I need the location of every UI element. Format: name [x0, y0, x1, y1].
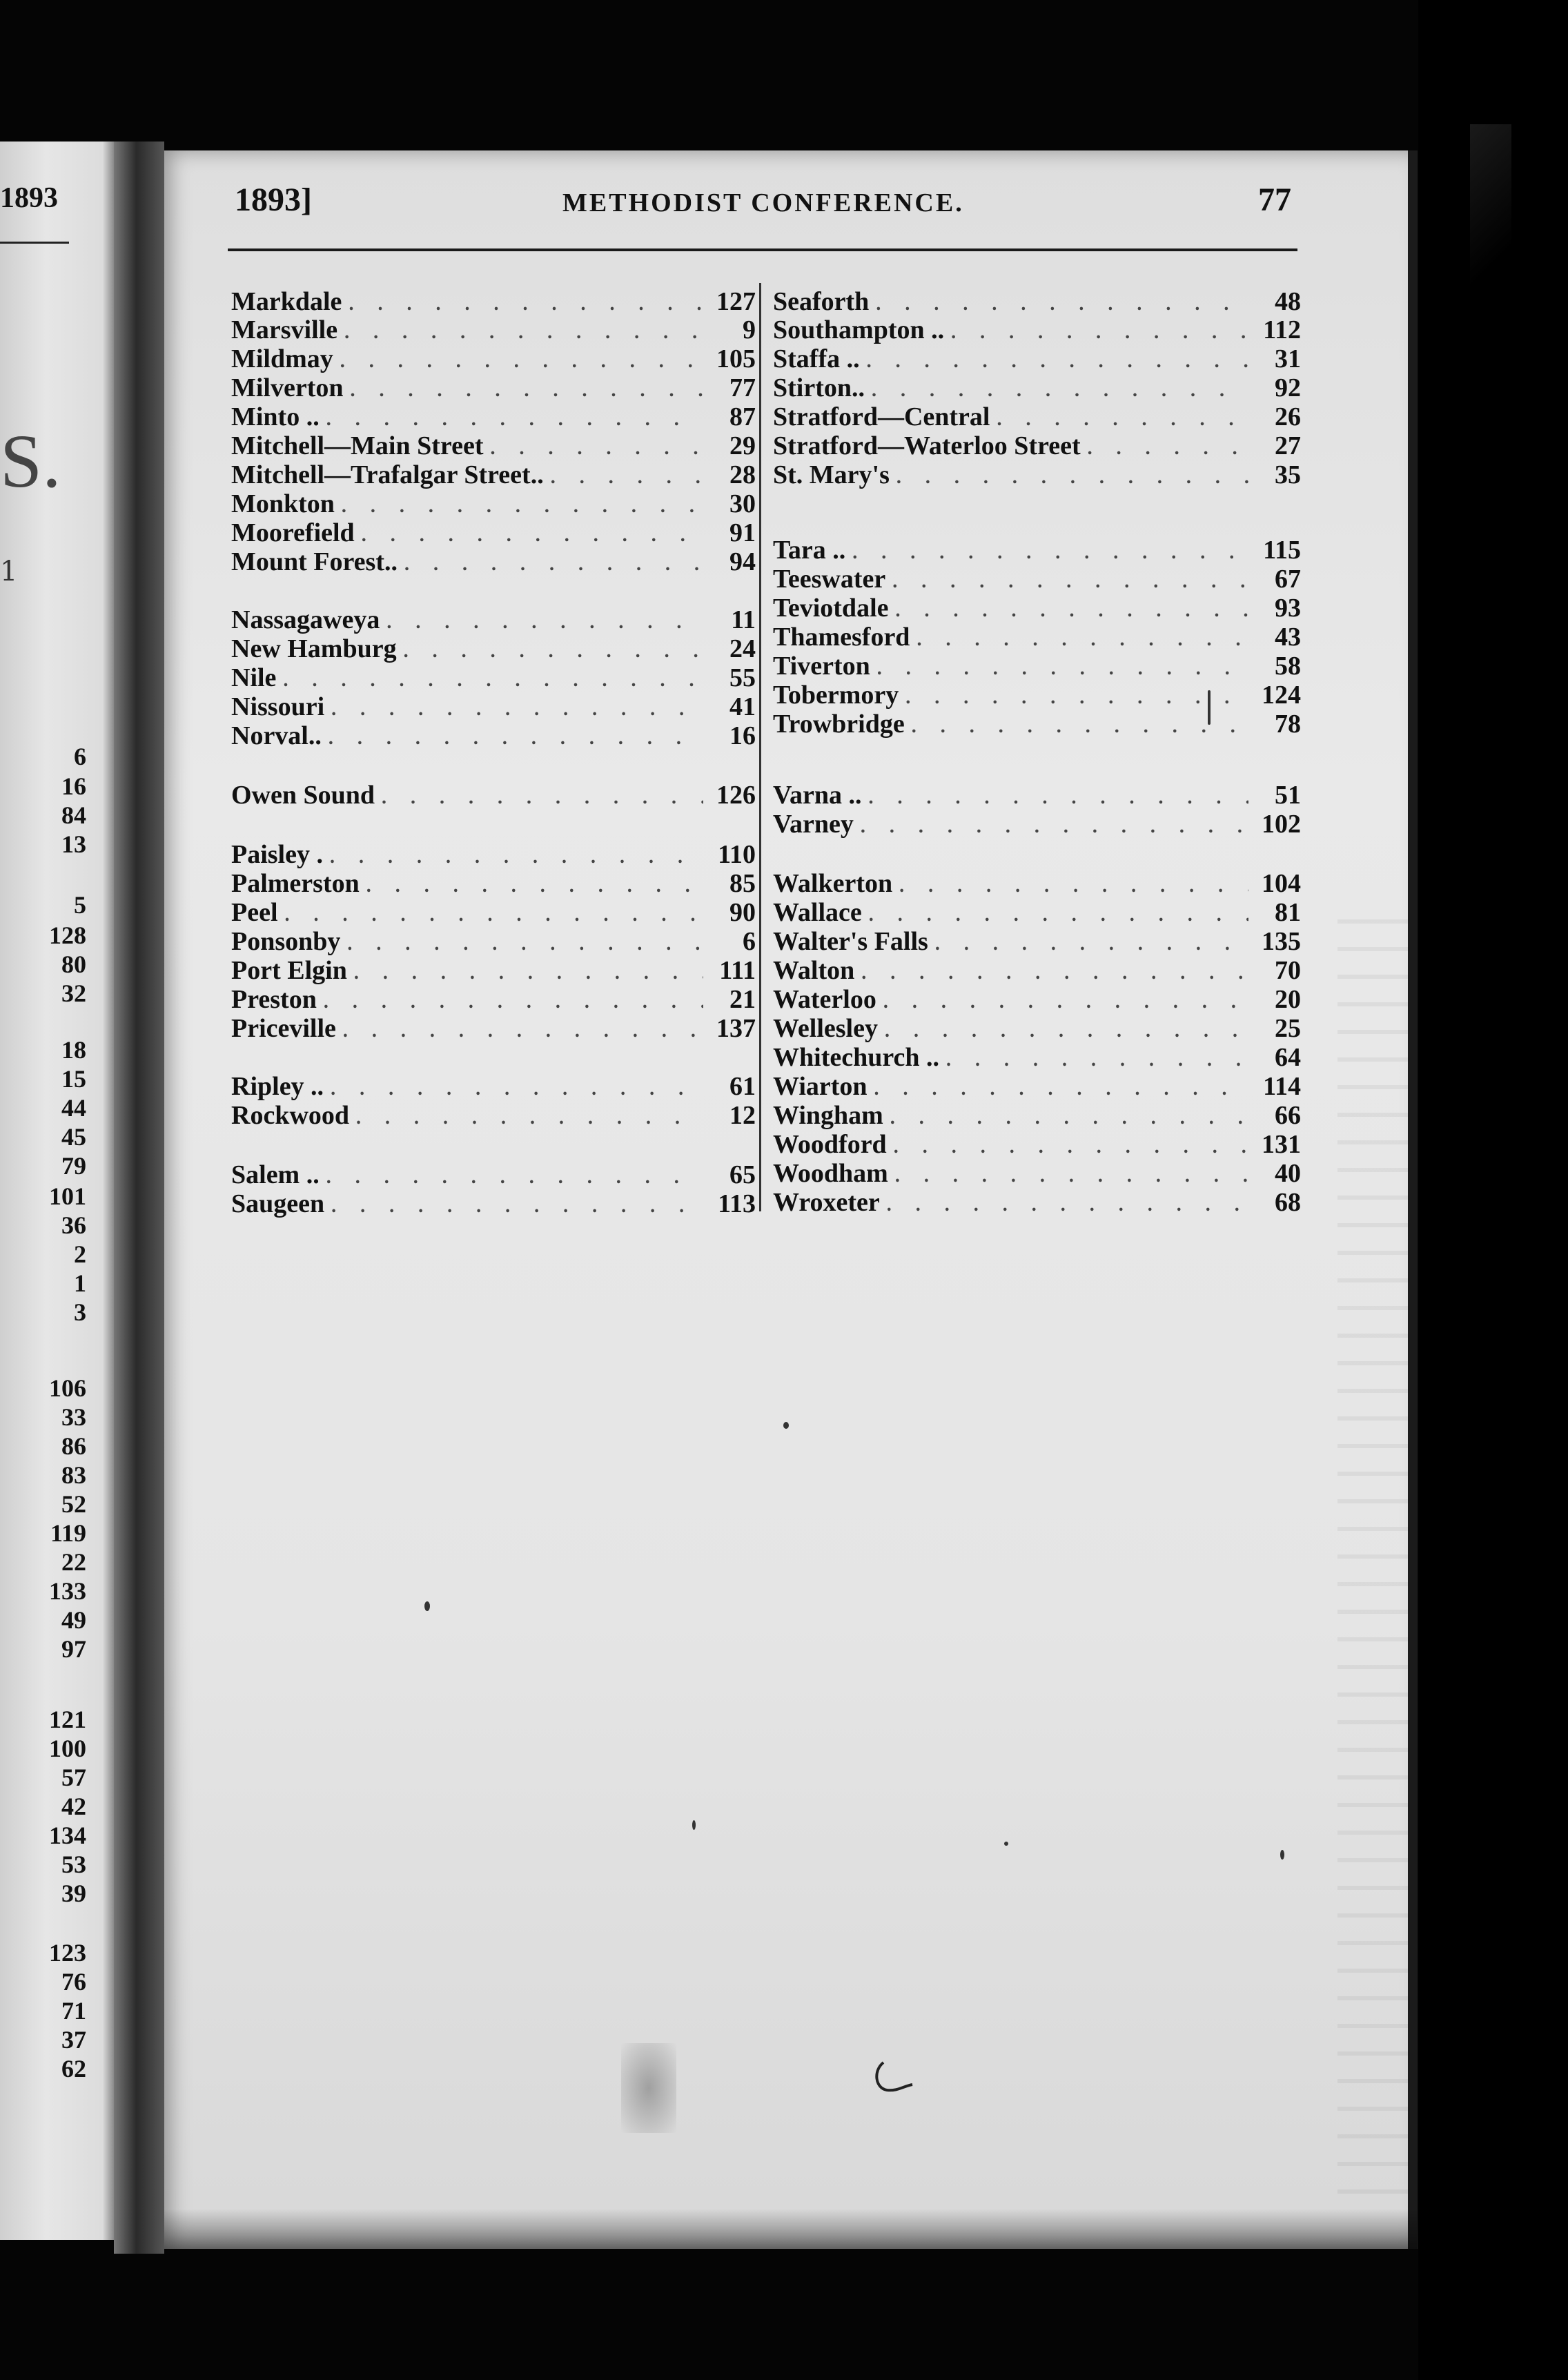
circuit-number: 21 — [729, 985, 756, 1014]
circuit-entry — [773, 460, 1301, 489]
facing-page-rule — [0, 242, 69, 244]
facing-page-number: 44 — [61, 1094, 86, 1122]
circuit-name: Walton — [773, 956, 855, 985]
circuit-name: Whitechurch .. — [773, 1043, 940, 1072]
circuit-name: Saugeen — [231, 1189, 325, 1218]
circuit-name: Stratford—Central — [773, 402, 990, 431]
circuit-number: 115 — [1263, 536, 1301, 565]
dot-leader — [354, 962, 703, 984]
facing-page-number: 62 — [61, 2055, 86, 2082]
facing-page-header: 1893 — [0, 182, 58, 214]
bleed-through-text — [1337, 896, 1565, 2207]
circuit-number: 29 — [729, 431, 756, 460]
circuit-number: 9 — [743, 315, 756, 344]
dot-leader — [872, 380, 1248, 402]
page-edge — [1408, 150, 1418, 2249]
circuit-name: Waterloo — [773, 985, 876, 1014]
circuit-number: 35 — [1275, 460, 1301, 489]
circuit-number: 102 — [1262, 810, 1301, 839]
circuit-name: Wallace — [773, 898, 862, 927]
dot-leader — [874, 1078, 1248, 1100]
circuit-entry — [773, 1013, 1301, 1042]
circuit-number: 58 — [1275, 652, 1301, 681]
circuit-number: 61 — [729, 1072, 756, 1101]
facing-page-number: 45 — [61, 1123, 86, 1151]
dot-leader — [883, 991, 1248, 1013]
facing-page-number: 71 — [61, 1997, 86, 2025]
circuit-entry — [773, 1187, 1301, 1216]
circuit-entry — [773, 315, 1301, 344]
running-head-year: 1893] — [235, 182, 312, 218]
facing-page-number: 18 — [61, 1036, 86, 1064]
circuit-entry — [773, 809, 1301, 838]
circuit-entry — [773, 593, 1301, 622]
facing-page-number: 83 — [61, 1461, 86, 1489]
facing-page-number: 121 — [49, 1706, 86, 1733]
circuit-name: Rockwood — [231, 1101, 350, 1130]
circuit-name: Walkerton — [773, 869, 893, 898]
circuit-name: Peel — [231, 898, 278, 927]
circuit-number: 112 — [1263, 315, 1301, 344]
circuit-entry — [773, 1100, 1301, 1129]
facing-page-number: 80 — [61, 950, 86, 978]
circuit-number: 48 — [1275, 287, 1301, 316]
ink-speck — [692, 1820, 696, 1830]
facing-page-number: 52 — [61, 1490, 86, 1518]
circuit-entry — [231, 868, 756, 897]
circuit-number: 30 — [729, 489, 756, 518]
film-glare — [1470, 124, 1511, 318]
facing-page-number: 79 — [61, 1152, 86, 1180]
facing-page-number: 37 — [61, 2026, 86, 2054]
circuit-name: Wellesley — [773, 1014, 878, 1043]
dot-leader — [382, 787, 703, 809]
circuit-entry — [231, 897, 756, 926]
circuit-entry — [231, 460, 756, 489]
stray-pen-mark — [870, 2057, 918, 2105]
circuit-name: Marsville — [231, 315, 338, 344]
circuit-name: Walter's Falls — [773, 927, 928, 956]
circuit-entry — [773, 1071, 1301, 1100]
circuit-name: Milverton — [231, 373, 344, 402]
circuit-name: Stratford—Waterloo Street — [773, 431, 1081, 460]
facing-page-number: 49 — [61, 1606, 86, 1634]
facing-page-number: 100 — [49, 1735, 86, 1762]
circuit-number: 113 — [718, 1189, 756, 1218]
circuit-name: Minto .. — [231, 402, 320, 431]
circuit-number: 114 — [1263, 1072, 1301, 1101]
facing-page-number: 39 — [61, 1880, 86, 1907]
dot-leader — [285, 904, 703, 926]
circuit-entry — [231, 431, 756, 460]
circuit-number: 137 — [716, 1014, 756, 1043]
circuit-entry — [773, 709, 1301, 738]
circuit-name: Tara .. — [773, 536, 846, 565]
circuit-number: 27 — [1275, 431, 1301, 460]
facing-page-number: 32 — [61, 979, 86, 1007]
dot-leader — [344, 322, 703, 344]
circuit-name: Nissouri — [231, 692, 325, 721]
circuit-name: Mount Forest.. — [231, 547, 398, 576]
circuit-name: Priceville — [231, 1014, 336, 1043]
circuit-name: Wroxeter — [773, 1188, 880, 1217]
circuit-entry — [231, 663, 756, 692]
facing-page-number: 15 — [61, 1065, 86, 1093]
circuit-name: Tobermory — [773, 681, 899, 710]
circuit-name: Southampton .. — [773, 315, 945, 344]
dot-leader — [885, 1020, 1248, 1042]
facing-page-number: 33 — [61, 1403, 86, 1431]
dot-leader — [351, 380, 703, 402]
circuit-name: Varney — [773, 810, 854, 839]
circuit-entry — [231, 926, 756, 955]
circuit-entry — [231, 634, 756, 663]
circuit-entry — [231, 780, 756, 809]
circuit-name: Tiverton — [773, 652, 870, 681]
dot-leader — [896, 600, 1249, 622]
facing-page-mark: 1 — [0, 556, 18, 587]
circuit-number: 70 — [1275, 956, 1301, 985]
circuit-entry — [773, 402, 1301, 431]
circuit-entry — [231, 1013, 756, 1042]
circuit-number: 11 — [731, 605, 756, 634]
dot-leader — [349, 293, 703, 315]
circuit-entry — [231, 721, 756, 750]
dot-leader — [852, 542, 1248, 564]
dot-leader — [905, 687, 1248, 709]
circuit-entry — [773, 535, 1301, 564]
circuit-number: 131 — [1262, 1130, 1301, 1159]
circuit-entry — [231, 984, 756, 1013]
ink-speck — [1208, 690, 1211, 725]
circuit-name: Woodford — [773, 1130, 887, 1159]
dot-leader — [1088, 438, 1248, 460]
dot-leader — [997, 409, 1248, 431]
dot-leader — [896, 467, 1248, 489]
circuit-number: 110 — [718, 840, 756, 869]
circuit-number: 124 — [1262, 681, 1301, 710]
ink-speck — [783, 1422, 789, 1429]
circuit-number: 91 — [729, 518, 756, 547]
circuit-number: 28 — [729, 460, 756, 489]
facing-page-number: 13 — [61, 830, 86, 858]
circuit-name: Ponsonby — [231, 927, 341, 956]
circuit-name: Mildmay — [231, 344, 333, 373]
circuit-number: 55 — [729, 663, 756, 692]
circuit-name: Wiarton — [773, 1072, 868, 1101]
circuit-entry — [231, 373, 756, 402]
circuit-number: 67 — [1275, 565, 1301, 594]
circuit-name: Salem .. — [231, 1160, 320, 1189]
circuit-name: Thamesford — [773, 623, 910, 652]
circuit-entry — [231, 547, 756, 576]
circuit-number: 105 — [716, 344, 756, 373]
circuit-number: 111 — [719, 956, 756, 985]
dot-leader — [324, 991, 703, 1013]
circuit-number: 94 — [729, 547, 756, 576]
dot-leader — [366, 875, 703, 897]
facing-page-letter: S. — [0, 419, 61, 503]
dot-leader — [331, 1196, 703, 1218]
circuit-number: 31 — [1275, 344, 1301, 373]
circuit-name: Nile — [231, 663, 277, 692]
circuit-number: 92 — [1275, 373, 1301, 402]
dot-leader — [326, 409, 703, 431]
dot-leader — [283, 670, 703, 692]
circuit-entry — [773, 1042, 1301, 1071]
circuit-entry — [773, 1158, 1301, 1187]
circuit-entry — [773, 344, 1301, 373]
dot-leader — [404, 641, 703, 663]
circuit-name: Preston — [231, 985, 317, 1014]
dot-leader — [490, 438, 703, 460]
circuit-number: 24 — [729, 634, 756, 663]
dot-leader — [331, 1078, 703, 1100]
circuit-entry — [773, 622, 1301, 651]
circuit-name: Port Elgin — [231, 956, 347, 985]
dot-leader — [887, 1194, 1248, 1216]
facing-page-number: 57 — [61, 1764, 86, 1791]
circuit-number: 104 — [1262, 869, 1301, 898]
dot-leader — [935, 933, 1248, 955]
circuit-number: 135 — [1262, 927, 1301, 956]
circuit-number: 93 — [1275, 594, 1301, 623]
circuit-entry — [773, 286, 1301, 315]
circuit-number: 78 — [1275, 710, 1301, 739]
ink-speck — [1280, 1850, 1284, 1860]
header-rule — [228, 248, 1297, 251]
facing-page-number: 53 — [61, 1851, 86, 1878]
circuit-name: New Hamburg — [231, 634, 397, 663]
circuit-entry — [773, 926, 1301, 955]
circuit-entry — [231, 955, 756, 984]
circuit-name: Norval.. — [231, 721, 322, 750]
dot-leader — [892, 571, 1248, 593]
facing-page-number: 106 — [49, 1374, 86, 1402]
dot-leader — [342, 496, 703, 518]
dot-leader — [330, 846, 703, 868]
circuit-name: Owen Sound — [231, 781, 375, 810]
dot-leader — [869, 904, 1248, 926]
circuit-entry — [773, 984, 1301, 1013]
circuit-name: Seaforth — [773, 287, 870, 316]
circuit-entry — [231, 344, 756, 373]
facing-page-number: 133 — [49, 1577, 86, 1605]
circuit-number: 77 — [729, 373, 756, 402]
circuit-entry — [773, 680, 1301, 709]
circuit-name: Stirton.. — [773, 373, 865, 402]
facing-page-number: 97 — [61, 1635, 86, 1663]
circuit-name: Woodham — [773, 1159, 888, 1188]
facing-page-number: 16 — [61, 772, 86, 800]
dot-leader — [899, 875, 1248, 897]
circuit-name: Teeswater — [773, 565, 886, 594]
facing-page-number: 5 — [74, 891, 86, 919]
circuit-number: 66 — [1275, 1101, 1301, 1130]
circuit-entry — [773, 431, 1301, 460]
circuit-number: 6 — [743, 927, 756, 956]
circuit-entry — [773, 780, 1301, 809]
circuit-name: Palmerston — [231, 869, 360, 898]
circuit-entry — [773, 564, 1301, 593]
dot-leader — [894, 1136, 1248, 1158]
circuit-number: 64 — [1275, 1043, 1301, 1072]
circuit-number: 81 — [1275, 898, 1301, 927]
circuit-number: 126 — [716, 781, 756, 810]
dot-leader — [343, 1020, 703, 1042]
circuit-entry — [231, 1071, 756, 1100]
facing-page-left — [0, 142, 114, 2240]
facing-page-number: 2 — [74, 1240, 86, 1268]
ink-smudge — [621, 2043, 676, 2133]
circuit-name: Ripley .. — [231, 1072, 324, 1101]
circuit-name: Wingham — [773, 1101, 883, 1130]
circuit-number: 41 — [729, 692, 756, 721]
dot-leader — [347, 933, 703, 955]
circuit-number: 20 — [1275, 985, 1301, 1014]
circuit-number: 65 — [729, 1160, 756, 1189]
circuit-entry — [231, 315, 756, 344]
circuit-name: Staffa .. — [773, 344, 860, 373]
circuit-name: Paisley . — [231, 840, 323, 869]
circuit-entry — [231, 1189, 756, 1218]
book-gutter — [114, 142, 164, 2254]
facing-page-number: 6 — [74, 743, 86, 770]
circuit-name: Varna .. — [773, 781, 862, 810]
ink-speck — [424, 1601, 430, 1611]
dot-leader — [890, 1107, 1248, 1129]
dot-leader — [867, 351, 1248, 373]
facing-page-number: 119 — [50, 1519, 86, 1547]
circuit-entry — [231, 1100, 756, 1129]
dot-leader — [356, 1107, 703, 1129]
circuit-number: 87 — [729, 402, 756, 431]
circuit-entry — [231, 692, 756, 721]
circuit-number: 16 — [729, 721, 756, 750]
circuit-number: 40 — [1275, 1159, 1301, 1188]
dot-leader — [877, 658, 1248, 680]
dot-leader — [876, 293, 1248, 315]
circuit-name: St. Mary's — [773, 460, 890, 489]
circuit-entry — [231, 1160, 756, 1189]
circuit-entry — [773, 651, 1301, 680]
dot-leader — [895, 1165, 1248, 1187]
facing-page-number: 134 — [49, 1822, 86, 1849]
page-bottom-shadow — [164, 2209, 1417, 2249]
circuit-entry — [773, 1129, 1301, 1158]
circuit-name: Trowbridge — [773, 710, 905, 739]
circuit-number: 68 — [1275, 1188, 1301, 1217]
circuit-name: Moorefield — [231, 518, 355, 547]
facing-page-number: 36 — [61, 1211, 86, 1239]
dot-leader — [362, 525, 703, 547]
dot-leader — [912, 716, 1248, 738]
dot-leader — [861, 962, 1248, 984]
dot-leader — [331, 699, 703, 721]
dot-leader — [861, 816, 1248, 838]
facing-page-number: 84 — [61, 801, 86, 829]
dot-leader — [951, 322, 1248, 344]
circuit-number: 43 — [1275, 623, 1301, 652]
column-divider — [759, 283, 761, 1211]
facing-page-number: 22 — [61, 1548, 86, 1576]
circuit-entry — [231, 518, 756, 547]
dot-leader — [404, 554, 703, 576]
circuit-entry — [773, 868, 1301, 897]
dot-leader — [326, 1167, 703, 1189]
circuit-entry — [773, 897, 1301, 926]
dot-leader — [868, 787, 1248, 809]
ink-speck — [1004, 1842, 1008, 1846]
circuit-name: Teviotdale — [773, 594, 889, 623]
running-head-title: METHODIST CONFERENCE. — [562, 188, 964, 217]
facing-page-number: 1 — [74, 1269, 86, 1297]
circuit-name: Mitchell—Main Street — [231, 431, 484, 460]
facing-page-number: 123 — [49, 1939, 86, 1967]
circuit-entry — [231, 605, 756, 634]
circuit-number: 85 — [729, 869, 756, 898]
circuit-name: Mitchell—Trafalgar Street.. — [231, 460, 544, 489]
page-number: 77 — [1258, 182, 1291, 218]
facing-page-number: 101 — [49, 1182, 86, 1210]
dot-leader — [917, 629, 1248, 651]
dot-leader — [340, 351, 703, 373]
circuit-number: 12 — [729, 1101, 756, 1130]
circuit-entry — [773, 955, 1301, 984]
circuit-name: Nassagaweya — [231, 605, 380, 634]
facing-page-number: 128 — [49, 921, 86, 949]
circuit-number: 127 — [716, 287, 756, 316]
circuit-entry — [231, 286, 756, 315]
facing-page-number: 3 — [74, 1298, 86, 1326]
circuit-entry — [773, 373, 1301, 402]
dot-leader — [386, 612, 703, 634]
dot-leader — [551, 467, 703, 489]
dot-leader — [946, 1049, 1248, 1071]
facing-page-number: 76 — [61, 1968, 86, 1996]
circuit-number: 90 — [729, 898, 756, 927]
circuit-entry — [231, 839, 756, 868]
circuit-entry — [231, 402, 756, 431]
facing-page-number: 42 — [61, 1793, 86, 1820]
circuit-number: 51 — [1275, 781, 1301, 810]
circuit-name: Markdale — [231, 287, 342, 316]
circuit-entry — [231, 489, 756, 518]
dot-leader — [329, 728, 703, 750]
circuit-name: Monkton — [231, 489, 335, 518]
circuit-number: 26 — [1275, 402, 1301, 431]
circuit-number: 25 — [1275, 1014, 1301, 1043]
facing-page-number: 86 — [61, 1432, 86, 1460]
